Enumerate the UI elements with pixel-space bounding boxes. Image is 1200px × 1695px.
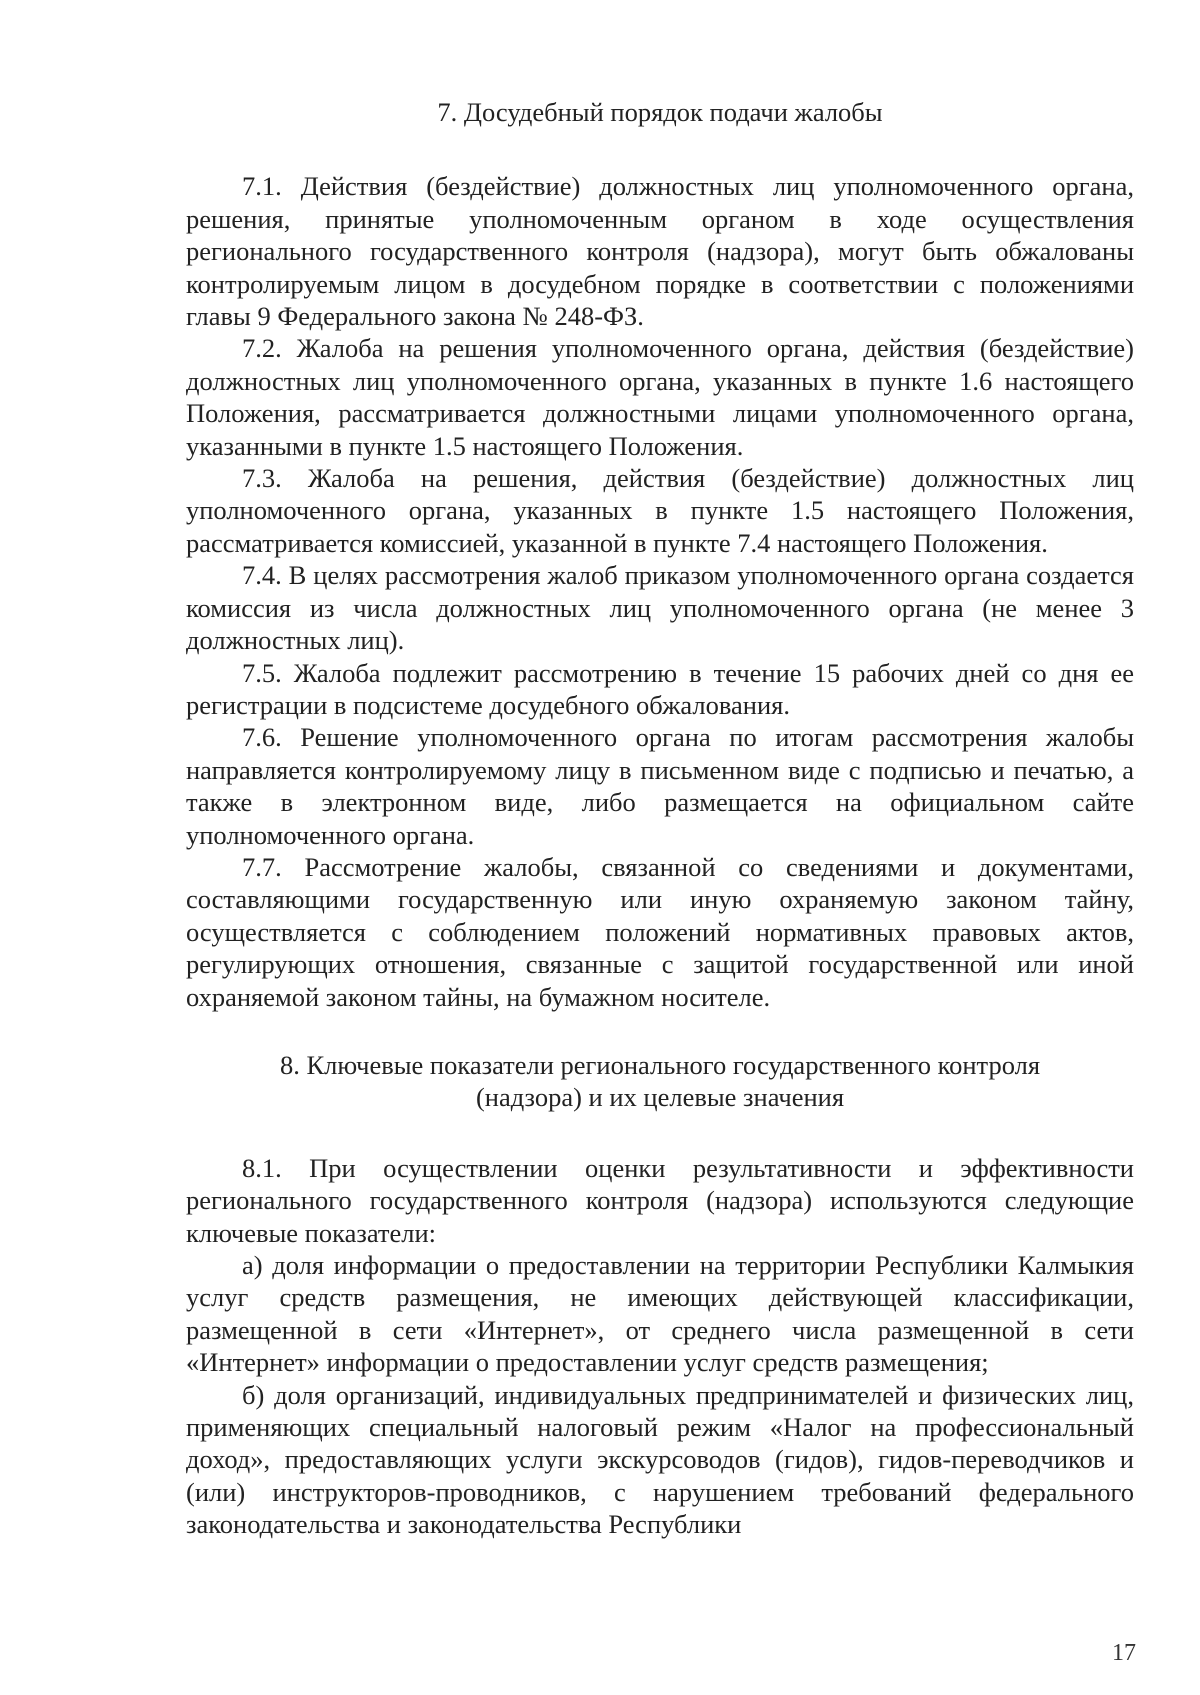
page-number: 17 xyxy=(1112,1640,1136,1666)
paragraph-7-7: 7.7. Рассмотрение жалобы, связанной со сведениями и документами, составляющими государственную или иную охраняемую законом тайну, осуществляется с соблюдением положений нормативных правовых актов, регулирующих отношения, связанные с защитой государственной или иной охраняемой законом тайны, на бумажном носителе. xyxy=(186,851,1134,1012)
paragraph-7-2: 7.2. Жалоба на решения уполномоченного органа, действия (бездействие) должностных лиц уполномоченного органа, указанных в пункте 1.6 настоящего Положения, рассматривается должностными лицами уполномоченного органа, указанными в пункте 1.5 настоящего Положения. xyxy=(186,333,1134,461)
paragraph-8-1: 8.1. При осуществлении оценки результативности и эффективности регионального государственного контроля (надзора) используются следующие ключевые показатели: xyxy=(186,1152,1134,1248)
paragraph-7-3: 7.3. Жалоба на решения, действия (бездействие) должностных лиц уполномоченного органа, указанных в пункте 1.5 настоящего Положения, рассматривается комиссией, указанной в пункте 7.4 настоящего Положения. xyxy=(186,463,1134,558)
section-8-heading-line-2: (надзора) и их целевые значения xyxy=(475,1082,845,1113)
paragraph-7-4: 7.4. В целях рассмотрения жалоб приказом уполномоченного органа создается комиссия из числа должностных лиц уполномоченного органа (не менее 3 должностных лиц). xyxy=(186,560,1134,656)
paragraph-8-1-b: б) доля организаций, индивидуальных предпринимателей и физических лиц, применяющих специальный налоговый режим «Налог на профессиональный доход», предоставляющих услуги экскурсоводов (гидов), гидов-переводчиков и (или) инструкторов-проводников, с нарушением требований федерального законодательства и законодательства Республики xyxy=(186,1379,1134,1540)
paragraph-7-1: 7.1. Действия (бездействие) должностных лиц уполномоченного органа, решения, принятые уполномоченным органом в ходе осуществления регионального государственного контроля (надзора), могут быть обжалованы контролируемым лицом в досудебном порядке в соответствии с положениями главы 9 Федерального закона № 248-ФЗ. xyxy=(186,171,1134,332)
page-content xyxy=(186,96,1134,1541)
section-8-heading xyxy=(186,1049,1134,1114)
section-7-heading: 7. Досудебный порядок подачи жалобы xyxy=(437,97,883,127)
paragraph-8-1-a: а) доля информации о предоставлении на территории Республики Калмыкия услуг средств размещения, не имеющих действующей классификации, размещенной в сети «Интернет», от среднего числа размещенной в сети «Интернет» информации о предоставлении услуг средств размещения; xyxy=(186,1250,1134,1378)
paragraph-7-6: 7.6. Решение уполномоченного органа по итогам рассмотрения жалобы направляется контролируемому лицу в письменном виде с подписью и печатью, а также в электронном виде, либо размещается на официальном сайте уполномоченного органа. xyxy=(186,722,1134,850)
section-8-heading-line-1: 8. Ключевые показатели регионального государственного контроля xyxy=(279,1049,1041,1080)
paragraph-7-5: 7.5. Жалоба подлежит рассмотрению в течение 15 рабочих дней со дня ее регистрации в подсистеме досудебного обжалования. xyxy=(186,657,1134,720)
